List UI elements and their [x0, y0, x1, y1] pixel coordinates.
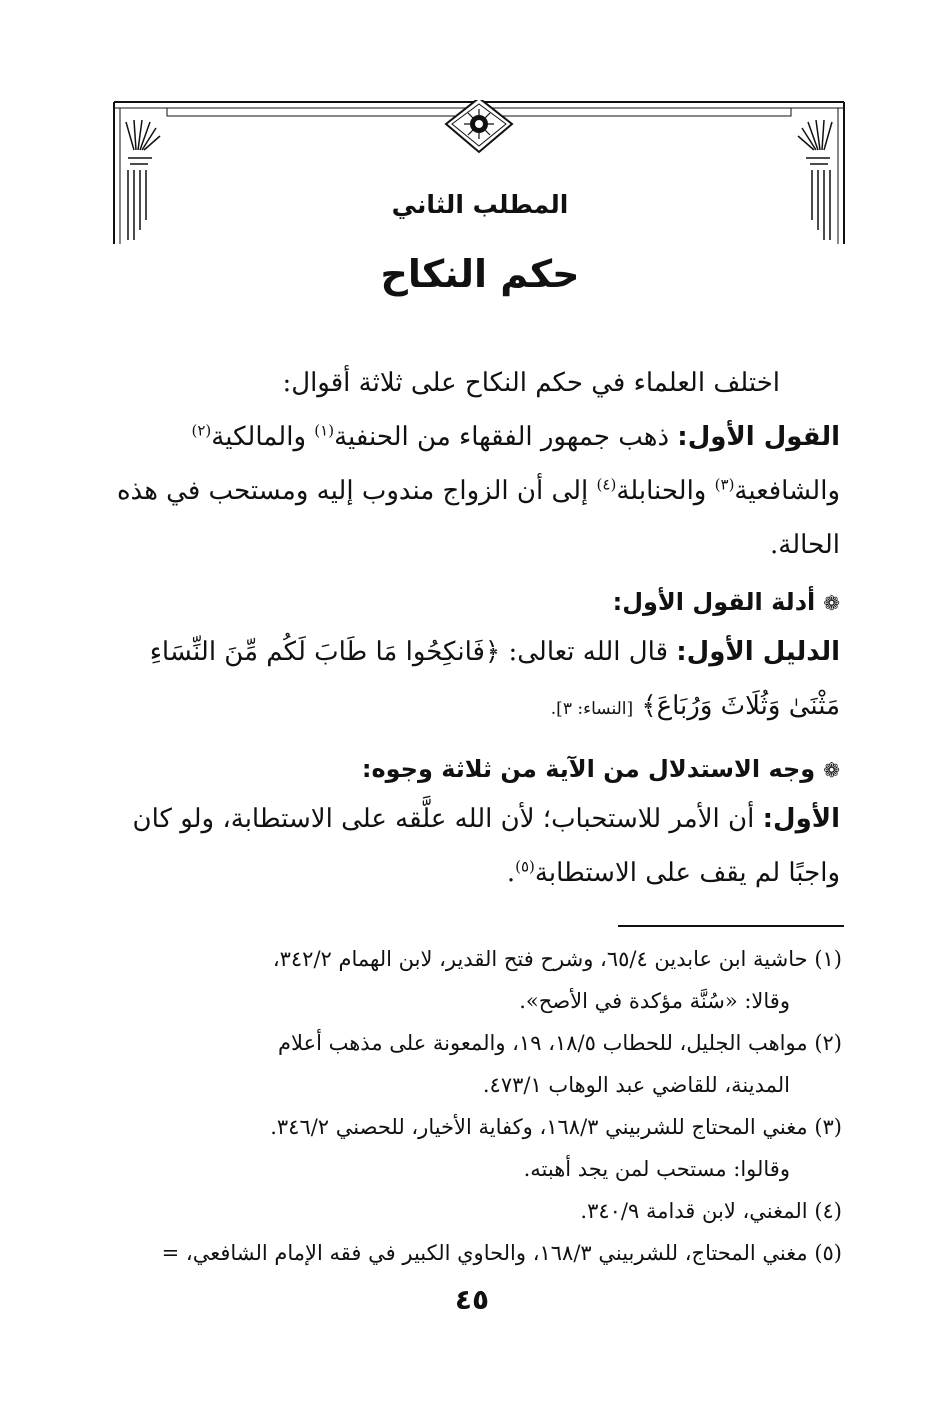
intro-text: اختلف العلماء في حكم النكاح على ثلاثة أقوال: — [282, 368, 780, 398]
footnote-item: (٢) مواهب الجليل، للحطاب ١٨/٥، ١٩، والمعونة على مذهب أعلام — [278, 1031, 842, 1055]
evidence-heading: ❁أدلة القول الأول: — [612, 588, 840, 616]
footnote-item: (٣) مغني المحتاج للشربيني ١٦٨/٣، وكفاية الأخيار، للحصني ٣٤٦/٢. — [270, 1115, 842, 1139]
ornament-icon: ❁ — [823, 758, 840, 782]
inference-heading: ❁وجه الاستدلال من الآية من ثلاثة وجوه: — [361, 755, 840, 783]
first-aspect-paragraph: الأول: أن الأمر للاستحباب؛ لأن الله علَّقه على الاستطابة، ولو كان واجبًا لم يقف على الاستطابة$^{(٥)}$. — [132, 804, 840, 888]
footnote-ref: (٢) — [191, 421, 212, 440]
footnote-continuation: وقالا: «سُنَّة مؤكدة في الأصح». — [519, 989, 790, 1013]
footnote-ref: (٣) — [714, 475, 735, 494]
verse-citation: [النساء: ٣]. — [550, 699, 634, 719]
page-number: ٤٥ — [454, 1283, 490, 1316]
footnote-continuation: المدينة، للقاضي عبد الوهاب ٤٧٣/١. — [482, 1073, 790, 1097]
section-label: المطلب الثاني — [391, 190, 569, 219]
opinion-paragraph — [100, 356, 840, 572]
footnote-ref: (٥) — [515, 857, 535, 876]
footnote-item: (١) حاشية ابن عابدين ٦٥/٤، وشرح فتح القدير، لابن الهمام ٣٤٢/٢، — [272, 947, 842, 971]
ornamental-header-frame — [112, 100, 846, 246]
footnote-continuation: وقالوا: مستحب لمن يجد أهبته. — [523, 1157, 790, 1181]
first-opinion-text: القول الأول: ذهب جمهور الفقهاء من الحنفية$^{(١)}$ والمالكية$^{(٢)}$ والشافعية$^{(٣)}$ والحنابلة$^{(٤)}$ إلى أن الزواج مندوب إليه ومستحب في هذه الحالة. — [116, 421, 840, 560]
first-evidence-label: الدليل الأول: — [676, 637, 840, 667]
footnote-item: (٤) المغني، لابن قدامة ٣٤٠/٩. — [580, 1199, 842, 1223]
footnote-ref: (٤) — [596, 475, 617, 494]
quran-verse: قال الله تعالى: ﴿فَانكِحُوا مَا طَابَ لَكُم مِّنَ النِّسَاءِ مَثْنَىٰ وَثُلَاثَ وَرُبَاعَ﴾ — [149, 637, 840, 721]
footnote-ref: (١) — [314, 421, 335, 440]
footnote-item: (٥) مغني المحتاج، للشربيني ١٦٨/٣، والحاوي الكبير في فقه الإمام الشافعي، = — [161, 1241, 842, 1265]
footnote-divider — [618, 925, 844, 927]
page-title: حكم النكاح — [380, 252, 580, 296]
first-evidence-paragraph — [100, 625, 840, 736]
ornament-icon: ❁ — [823, 591, 840, 615]
first-aspect-label: الأول: — [762, 804, 840, 834]
footnotes-list — [80, 938, 842, 1274]
ornament-border-icon — [112, 100, 846, 246]
first-opinion-label: القول الأول: — [677, 422, 840, 452]
